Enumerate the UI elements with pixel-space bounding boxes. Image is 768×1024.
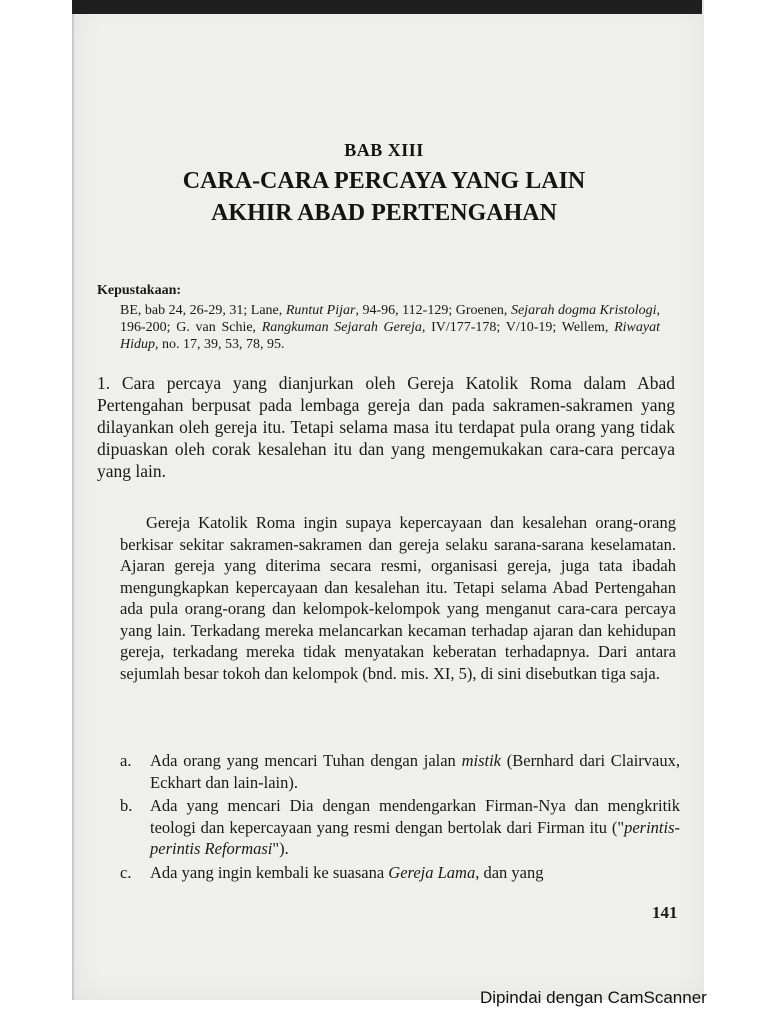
chapter-title-line2: AKHIR ABAD PERTENGAHAN <box>211 200 557 226</box>
paragraph-1: 1. Cara percaya yang dianjurkan oleh Gereja Katolik Roma dalam Abad Pertengahan berpusat pada lembaga gereja dan pada sakramen-sakramen yang dilayankan oleh gereja itu. Tetapi selama masa itu terdapat pula orang yang tidak dipuaskan oleh corak kesalehan itu dan yang mengemukakan cara-cara percaya yang lain. <box>97 373 675 481</box>
top-margin <box>0 0 72 14</box>
page-top-edge <box>72 0 702 14</box>
bibliography-text: BE, bab 24, 26-29, 31; Lane, Runtut Pijar, 94-96, 112-129; Groenen, Sejarah dogma Kristologi, 196-200; G. van Schie, Rangkuman Sejarah Gereja, IV/177-178; V/10-19; Wellem, Riwayat Hidup, no. 17, 39, 53, 78, 95. <box>120 303 660 352</box>
list-item-c: c. Ada yang ingin kembali ke suasana Gereja Lama, dan yang <box>120 862 544 882</box>
paragraph-2: Gereja Katolik Roma ingin supaya kepercayaan dan kesalehan orang-orang berkisar sekitar sakramen-sakramen dan gereja selaku sarana-sarana keselamatan. Ajaran gereja yang diterima secara resmi, organisasi gereja, juga tata ibadah mengungkapkan kepercayaan dan kesalehan itu. Tetapi selama Abad Pertengahan ada pula orang-orang dan kelompok-kelompok yang menganut cara-cara percaya yang lain. Terkadang mereka melancarkan kecaman terhadap ajaran dan kehidupan gereja, terkadang mereka tidak menyatakan keberatan terhadapnya. Dari antara sejumlah besar tokoh dan kelompok (bnd. mis. XI, 5), di sini disebutkan tiga saja. <box>120 513 676 683</box>
list-item-a: a. Ada orang yang mencari Tuhan dengan jalan mistik (Bernhard dari Clairvaux, Eckhart dan lain-lain). <box>120 751 680 792</box>
list-marker: c. <box>120 862 132 882</box>
list-marker: a. <box>120 751 132 770</box>
page-number: 141 <box>652 903 678 922</box>
chapter-title-line1: CARA-CARA PERCAYA YANG LAIN <box>182 168 586 194</box>
list-marker: b. <box>120 796 133 815</box>
list-item-b: b. Ada yang mencari Dia dengan mendengarkan Firman-Nya dan mengkritik teologi dan kepercayaan yang resmi dengan bertolak dari Firman itu ("perintis-perintis Reformasi"). <box>120 796 680 858</box>
list <box>120 750 680 885</box>
bibliography-heading: Kepustakaan: <box>97 283 182 298</box>
scanner-watermark: Dipindai dengan CamScanner <box>480 988 707 1007</box>
chapter-label: BAB XIII <box>344 140 424 160</box>
